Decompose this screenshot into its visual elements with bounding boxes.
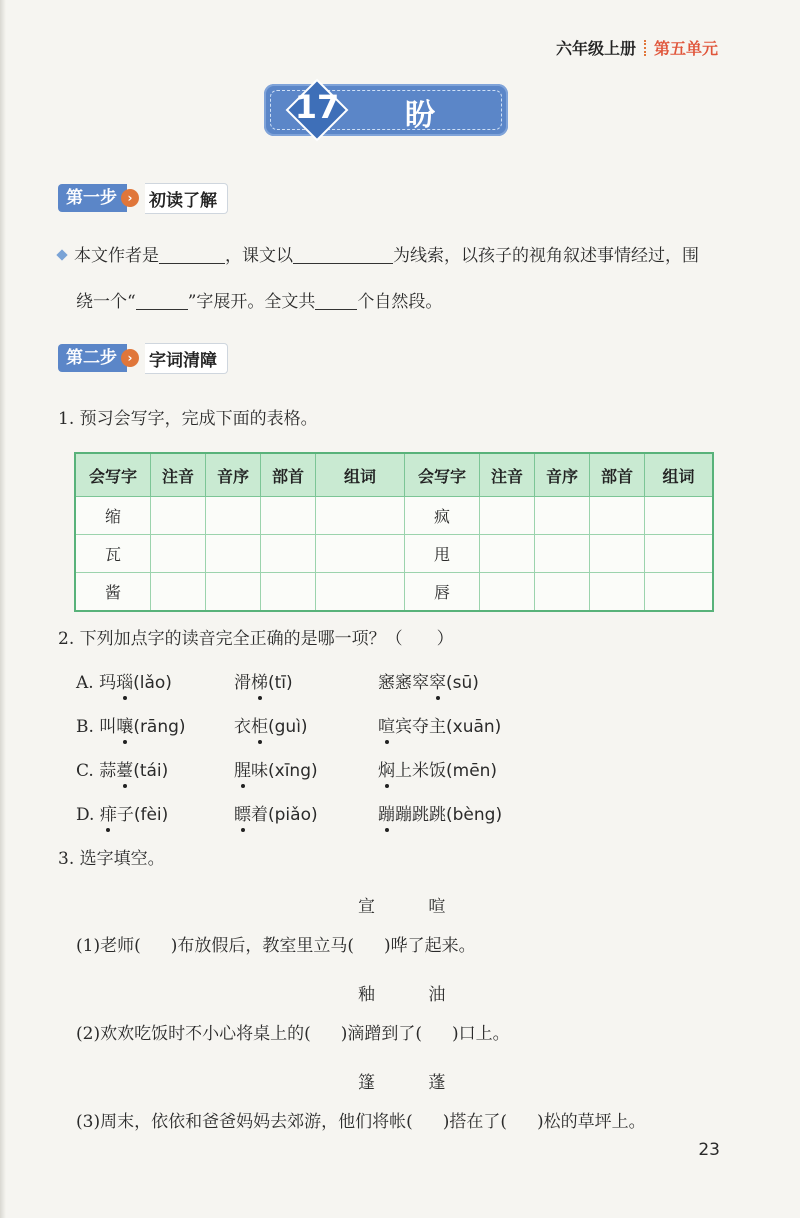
- table-cell-input[interactable]: [645, 535, 714, 573]
- option-letter: C.: [76, 761, 94, 781]
- table-cell-input[interactable]: [151, 573, 206, 612]
- text: )口上。: [451, 1024, 510, 1044]
- table-cell-input[interactable]: [316, 535, 405, 573]
- table-cell-input[interactable]: [480, 497, 535, 535]
- table-cell-input[interactable]: [590, 535, 645, 573]
- word: 宾夺主: [395, 717, 446, 737]
- table-row: [75, 573, 713, 612]
- word: 子: [116, 805, 134, 825]
- chevron-right-icon: ›: [121, 189, 139, 207]
- unit-label: 第五单元: [653, 39, 718, 58]
- table-header: 组词: [316, 453, 405, 497]
- table-cell-input[interactable]: [151, 497, 206, 535]
- word: 上米饭: [395, 761, 446, 781]
- dotted-char: 窣: [429, 673, 446, 693]
- table-cell-input[interactable]: [590, 573, 645, 612]
- dotted-char: 梯: [251, 673, 268, 693]
- text: 为线索，以孩子的视角叙述事情经过，围: [393, 246, 699, 266]
- table-cell-input[interactable]: [151, 535, 206, 573]
- running-header: [556, 36, 718, 59]
- option-a[interactable]: [76, 672, 172, 694]
- step-one-line-1: [58, 245, 738, 267]
- table-header: 部首: [590, 453, 645, 497]
- option-b[interactable]: [76, 716, 186, 738]
- table-header: 注音: [480, 453, 535, 497]
- option-d[interactable]: [76, 804, 168, 826]
- option-letter: D.: [76, 805, 95, 825]
- question-2-title: 2. 下列加点字的读音完全正确的是哪一项？（ ）: [58, 629, 454, 649]
- pinyin: (xīng): [268, 761, 318, 781]
- blank-key-char[interactable]: [136, 291, 188, 310]
- dotted-char: 痱: [99, 805, 117, 825]
- pinyin: (guì): [268, 717, 308, 737]
- question-1-title: 1. 预习会写字，完成下面的表格。: [58, 409, 318, 429]
- step-two-tag: 第二步: [58, 344, 127, 372]
- word: 蹦跳跳: [395, 805, 446, 825]
- table-cell-char: 唇: [405, 573, 480, 612]
- step-one-tag: 第一步: [58, 184, 127, 212]
- option-c-word-2: [234, 760, 318, 782]
- chevron-right-icon: ›: [121, 349, 139, 367]
- option-d-word-2: [234, 804, 318, 826]
- word: 着: [251, 805, 268, 825]
- pinyin: (tī): [268, 673, 293, 693]
- text: )滴蹭到了(: [340, 1024, 422, 1044]
- dotted-char: 嚷: [116, 717, 134, 737]
- dotted-char: 腥: [234, 761, 251, 781]
- table-header: 音序: [206, 453, 261, 497]
- dotted-char: 瞟: [234, 805, 251, 825]
- word: 味: [251, 761, 268, 781]
- word: 蒜: [99, 761, 117, 781]
- text: )松的草坪上。: [536, 1112, 646, 1132]
- table-header: 组词: [645, 453, 714, 497]
- blank-paragraph-count[interactable]: [315, 291, 357, 310]
- text: (3)周末，依依和爸爸妈妈去郊游，他们将帐(: [76, 1112, 413, 1132]
- table-cell-input[interactable]: [535, 497, 590, 535]
- table-cell-input[interactable]: [261, 497, 316, 535]
- text: (2)欢欢吃饭时不小心将桌上的(: [76, 1024, 311, 1044]
- character-table: [74, 452, 714, 612]
- text: )搭在了(: [442, 1112, 507, 1132]
- table-header: 会写字: [75, 453, 151, 497]
- pinyin: (tái): [133, 761, 169, 781]
- option-d-word-3: [378, 804, 502, 826]
- table-cell-input[interactable]: [480, 535, 535, 573]
- table-cell-char: 甩: [405, 535, 480, 573]
- lesson-number: 17: [294, 88, 340, 126]
- pinyin: (sū): [446, 673, 479, 693]
- dotted-char: 薹: [116, 761, 134, 781]
- header-separator: [644, 40, 646, 56]
- pinyin: (fèi): [133, 805, 169, 825]
- diamond-bullet-icon: [56, 249, 67, 260]
- pinyin: (lǎo): [133, 673, 172, 693]
- step-two-label: 字词清障: [145, 343, 228, 374]
- word: 玛: [99, 673, 117, 693]
- option-c-word-3: [378, 760, 497, 782]
- table-header: 音序: [535, 453, 590, 497]
- pinyin: (piǎo): [268, 805, 318, 825]
- table-cell-input[interactable]: [645, 573, 714, 612]
- table-row: [75, 535, 713, 573]
- table-cell-input[interactable]: [590, 497, 645, 535]
- text: (1)老师(: [76, 936, 141, 956]
- pinyin: (mēn): [446, 761, 498, 781]
- table-header-row: [75, 453, 713, 497]
- choice-chars-2: 釉 油: [358, 985, 470, 1005]
- step-one-heading: [58, 184, 228, 212]
- pinyin: (xuān): [446, 717, 502, 737]
- table-cell-input[interactable]: [261, 535, 316, 573]
- lesson-title: 盼: [405, 98, 435, 133]
- table-cell-input[interactable]: [316, 497, 405, 535]
- option-a-word-3: [378, 672, 479, 694]
- text: ”字展开。全文共: [187, 292, 316, 312]
- pinyin: (bèng): [446, 805, 503, 825]
- question-3-title: 3. 选字填空。: [58, 849, 165, 869]
- table-cell-input[interactable]: [206, 497, 261, 535]
- table-cell-input[interactable]: [535, 535, 590, 573]
- table-cell-input[interactable]: [535, 573, 590, 612]
- pinyin: (rāng): [133, 717, 186, 737]
- step-two-heading: [58, 344, 228, 372]
- table-row: [75, 497, 713, 535]
- word: 滑: [234, 673, 251, 693]
- grade-label: 六年级上册: [555, 39, 636, 58]
- table-header: 部首: [261, 453, 316, 497]
- step-one-label: 初读了解: [145, 183, 228, 214]
- word: 衣: [234, 717, 251, 737]
- table-cell-input[interactable]: [316, 573, 405, 612]
- dotted-char: 蹦: [378, 805, 395, 825]
- table-cell-input[interactable]: [645, 497, 714, 535]
- text: 绕一个“: [76, 292, 136, 312]
- text: )布放假后，教室里立马(: [170, 936, 354, 956]
- choice-chars-1: 宣 喧: [358, 897, 470, 917]
- option-b-word-2: [234, 716, 308, 738]
- option-a-word-2: [234, 672, 293, 694]
- fill-sentence-1: [76, 935, 476, 957]
- blank-clue[interactable]: [293, 245, 393, 264]
- dotted-char: 喧: [378, 717, 395, 737]
- option-b-word-3: [378, 716, 501, 738]
- word: 窸窸窣: [378, 673, 429, 693]
- fill-sentence-3: [76, 1111, 646, 1133]
- text: )哗了起来。: [383, 936, 476, 956]
- table-header: 注音: [151, 453, 206, 497]
- choice-chars-3: 篷 蓬: [358, 1073, 470, 1093]
- table-cell-char: 缩: [75, 497, 151, 535]
- table-cell-char: 瓦: [75, 535, 151, 573]
- fill-sentence-2: [76, 1023, 510, 1045]
- option-c[interactable]: [76, 760, 168, 782]
- text: 本文作者是: [74, 246, 159, 266]
- table-cell-char: 酱: [75, 573, 151, 612]
- dotted-char: 瑙: [116, 673, 134, 693]
- table-cell-input[interactable]: [206, 573, 261, 612]
- step-one-line-2: [76, 291, 736, 313]
- text: 个自然段。: [357, 292, 443, 312]
- table-header: 会写字: [405, 453, 480, 497]
- dotted-char: 焖: [378, 761, 395, 781]
- blank-author[interactable]: [159, 245, 225, 264]
- option-letter: A.: [76, 673, 94, 693]
- page-edge: [0, 0, 6, 1218]
- table-cell-char: 疯: [405, 497, 480, 535]
- table-cell-input[interactable]: [206, 535, 261, 573]
- text: ，课文以: [225, 246, 293, 266]
- page-number: 23: [698, 1140, 720, 1160]
- table-cell-input[interactable]: [261, 573, 316, 612]
- dotted-char: 柜: [251, 717, 268, 737]
- table-cell-input[interactable]: [480, 573, 535, 612]
- option-letter: B.: [76, 717, 94, 737]
- word: 叫: [99, 717, 117, 737]
